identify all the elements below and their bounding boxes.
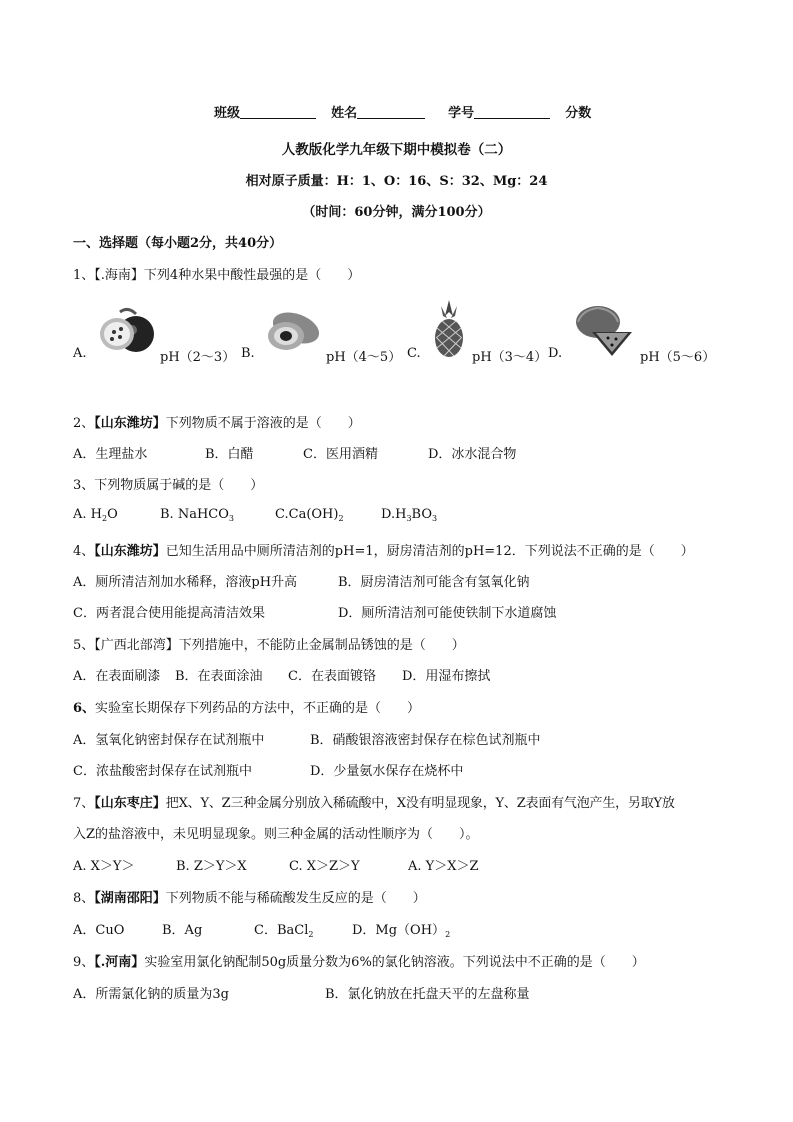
q8-text: 下列物质不能与稀硫酸发生反应的是（ ） <box>165 891 426 906</box>
q3-option-a[interactable]: A. $H_2O$ <box>73 507 118 523</box>
class-blank[interactable] <box>240 104 316 119</box>
question-3: 3、下列物质属于碱的是（ ） <box>73 478 264 493</box>
question-7-line-2: 入Z的盐溶液中，未见明显现象。则三种金属的活动性顺序为（ ）。 <box>73 827 479 842</box>
q4-text: 已知生活用品中厕所清洁剂的pH=1，厨房清洁剂的pH=12．下列说法不正确的是（ ） <box>165 544 694 559</box>
q4-option-a[interactable]: A．厕所清洁剂加水稀释，溶液pH升高 <box>73 575 298 590</box>
q7-option-a[interactable]: A. X＞Y＞ <box>73 859 135 874</box>
q4-option-c[interactable]: C．两者混合使用能提高清洁效果 <box>73 606 265 621</box>
q2-option-d[interactable]: D．冰水混合物 <box>428 447 517 462</box>
q7-source: 【山东枣庄】 <box>94 796 166 811</box>
q4-option-b[interactable]: B．厨房清洁剂可能含有氢氧化钠 <box>338 575 530 590</box>
q7-option-b[interactable]: B. Z＞Y＞X <box>176 859 247 874</box>
q5-option-d[interactable]: D．用湿布擦拭 <box>402 669 491 684</box>
q9-option-b[interactable]: B．氯化钠放在托盘天平的左盘称量 <box>325 987 530 1002</box>
q5-option-b[interactable]: B．在表面涂油 <box>175 669 263 684</box>
question-4 <box>73 540 694 559</box>
q1-source: 【.海南】 <box>94 268 144 283</box>
q8-source: 【湖南邵阳】 <box>94 891 166 906</box>
q7-option-d[interactable]: A. Y＞X＞Z <box>408 859 479 874</box>
pineapple-icon <box>432 300 466 358</box>
q2-source: 【山东潍坊】 <box>94 416 166 431</box>
q7-num: 7、 <box>73 796 95 811</box>
id-label: 学号 <box>448 106 475 121</box>
q1-option-d-letter[interactable]: D. <box>548 346 563 361</box>
papaya-icon <box>262 308 322 354</box>
q6-text: 实验室长期保存下列药品的方法中，不正确的是（ ） <box>95 701 421 716</box>
q1-num: 1、 <box>73 268 95 283</box>
q5-option-a[interactable]: A．在表面刷漆 <box>73 669 161 684</box>
question-9 <box>73 951 645 970</box>
name-label: 姓名 <box>331 106 358 121</box>
q6-option-d[interactable]: D．少量氨水保存在烧杯中 <box>310 764 464 779</box>
q8-option-b[interactable]: B．Ag <box>162 923 203 938</box>
class-label: 班级 <box>214 106 241 121</box>
q2-option-c[interactable]: C．医用酒精 <box>303 447 378 462</box>
passion-fruit-icon <box>92 304 158 356</box>
q8-option-c[interactable]: C．BaCl$_2$ <box>254 923 314 939</box>
q1-option-a-letter[interactable]: A. <box>73 346 87 361</box>
q2-num: 2、 <box>73 416 95 431</box>
q5-option-c[interactable]: C．在表面镀铬 <box>288 669 376 684</box>
atomic-mass-line: 相对原子质量：H：1、O：16、S：32、Mg：24 <box>245 174 548 189</box>
page-title: 人教版化学九年级下期中模拟卷（二） <box>281 142 512 158</box>
q4-source: 【山东潍坊】 <box>94 544 166 559</box>
q9-source: 【.河南】 <box>94 955 145 970</box>
q9-num: 9、 <box>73 955 95 970</box>
q8-num: 8、 <box>73 891 95 906</box>
q9-option-a[interactable]: A．所需氯化钠的质量为3g <box>73 987 229 1002</box>
q1-option-c-letter[interactable]: C. <box>407 346 421 361</box>
q3-option-b[interactable]: B. NaHCO$_3$ <box>160 507 234 523</box>
q6-num: 6、 <box>73 701 96 716</box>
q6-option-c[interactable]: C．浓盐酸密封保存在试剂瓶中 <box>73 764 252 779</box>
question-5: 5、【广西北部湾】下列措施中，不能防止金属制品锈蚀的是（ ） <box>73 638 465 653</box>
q1-option-d-ph: pH（5～6） <box>640 350 716 365</box>
q6-option-a[interactable]: A．氢氧化钠密封保存在试剂瓶中 <box>73 733 265 748</box>
q4-num: 4、 <box>73 544 95 559</box>
q4-option-d[interactable]: D．厕所清洁剂可能使铁制下水道腐蚀 <box>338 606 557 621</box>
q7-text: 把X、Y、Z三种金属分别放入稀硫酸中，X没有明显现象，Y、Z表面有气泡产生，另取Y放 <box>165 796 675 811</box>
q1-option-b-letter[interactable]: B. <box>241 346 255 361</box>
header-line <box>214 102 591 121</box>
q1-option-b-ph: pH（4～5） <box>326 350 402 365</box>
id-blank[interactable] <box>474 104 550 119</box>
q2-text: 下列物质不属于溶液的是（ ） <box>165 416 361 431</box>
q1-option-c-ph: pH（3～4） <box>472 350 548 365</box>
score-label: 分数 <box>565 106 592 121</box>
q3-option-c[interactable]: $C.Ca(OH)_2$ <box>275 507 344 523</box>
q1-option-a-ph: pH（2～3） <box>160 350 236 365</box>
q8-option-a[interactable]: A．CuO <box>73 923 125 938</box>
question-2 <box>73 412 361 431</box>
question-7-line-1 <box>73 792 675 811</box>
q1-text: 下列4种水果中酸性最强的是（ ） <box>143 268 361 283</box>
question-1 <box>73 264 360 283</box>
question-8 <box>73 887 426 906</box>
q8-option-d[interactable]: D．$Mg(OH)_2$ <box>352 923 451 939</box>
q6-option-b[interactable]: B．硝酸银溶液密封保存在棕色试剂瓶中 <box>310 733 541 748</box>
q3-option-d[interactable]: $D.H_3BO_3$ <box>381 507 438 523</box>
q2-option-b[interactable]: B．白醋 <box>205 447 254 462</box>
q2-option-a[interactable]: A．生理盐水 <box>73 447 148 462</box>
section-title: 一、选择题（每小题2分，共40分） <box>73 236 283 251</box>
q9-text: 实验室用氯化钠配制50g质量分数为6%的氯化钠溶液。下列说法中不正确的是（ ） <box>144 955 645 970</box>
question-6 <box>73 697 420 716</box>
time-info: （时间：60分钟，满分100分） <box>302 205 491 220</box>
q7-option-c[interactable]: C. X＞Z＞Y <box>289 859 360 874</box>
name-blank[interactable] <box>357 104 425 119</box>
watermelon-icon <box>572 302 634 356</box>
